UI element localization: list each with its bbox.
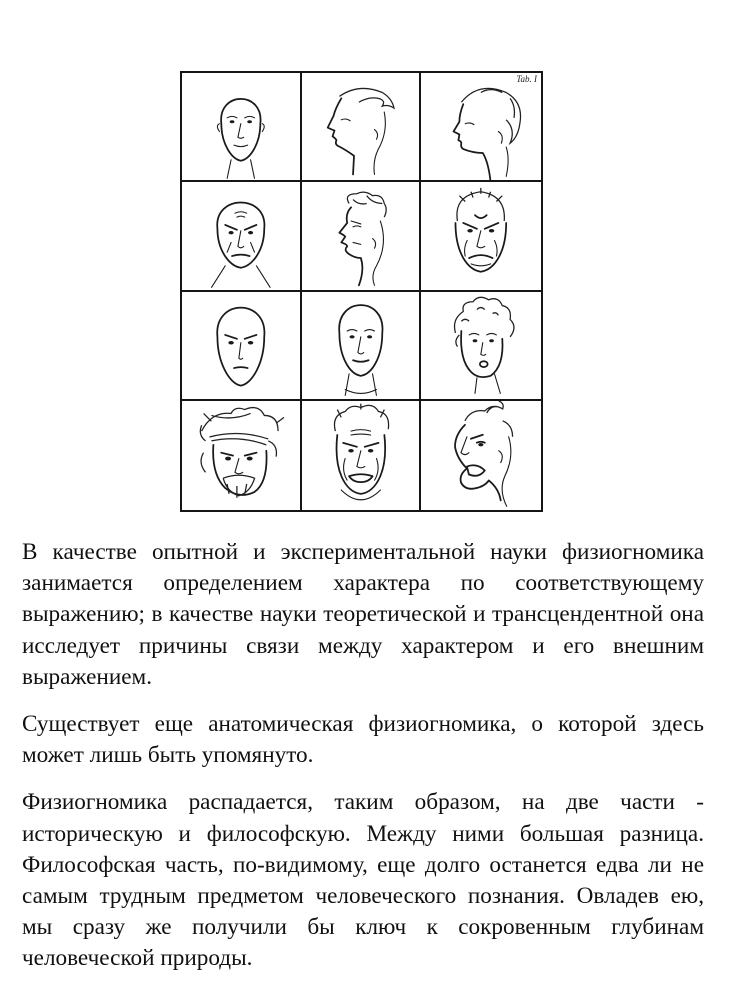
plate-label: Tab. I — [516, 74, 537, 84]
portrait-bald-front — [182, 73, 302, 182]
portrait-curly-hair — [421, 292, 541, 401]
body-text — [22, 537, 704, 991]
portrait-wrinkled-old-man — [302, 401, 422, 510]
paragraph-1: В качестве опытной и экспериментальной науки физиогномика занимается определением характера по соответствующему выражению; в качестве науки теоретической и трансцендентной она исследует причины связи между характером и его внешним выражением. — [22, 539, 704, 690]
paragraph-3: Физиогномика распадается, таким образом, на две части - историческую и философскую. Между ними большая разница. Философская часть, по-видимому, еще долго останется едва ли не самым трудным предметом человеческого познания. Овладев ею, мы сразу же получили бы ключ к сокровенным глубинам человеческой природы. — [22, 789, 704, 972]
portrait-woman-profile — [421, 73, 541, 182]
profile-woman-icon — [421, 73, 541, 180]
oval-face-front-icon — [182, 292, 300, 399]
portrait-shouting-profile — [421, 401, 541, 510]
bald-face-front-icon — [182, 73, 300, 180]
angry-face-front-icon — [182, 182, 300, 289]
physiognomy-plate — [180, 71, 543, 512]
portrait-grimace-profile — [302, 182, 422, 291]
shouting-profile-icon — [421, 401, 541, 510]
portrait-calm-front — [302, 292, 422, 401]
scowling-face-icon — [421, 182, 541, 289]
portrait-scowling-front — [421, 182, 541, 291]
profile-classical-icon — [302, 73, 420, 180]
portrait-oval-front — [182, 292, 302, 401]
portrait-wild-hair — [182, 401, 302, 510]
curly-hair-face-icon — [421, 292, 541, 399]
wild-hair-face-icon — [182, 401, 300, 510]
wrinkled-old-man-icon — [302, 401, 420, 510]
portrait-angry-front — [182, 182, 302, 291]
portrait-classical-profile — [302, 73, 422, 182]
paragraph-2: Существует еще анатомическая физиогномика, о которой здесь может лишь быть упомянуто. — [22, 711, 704, 769]
profile-grimace-icon — [302, 182, 420, 289]
calm-face-front-icon — [302, 292, 420, 399]
